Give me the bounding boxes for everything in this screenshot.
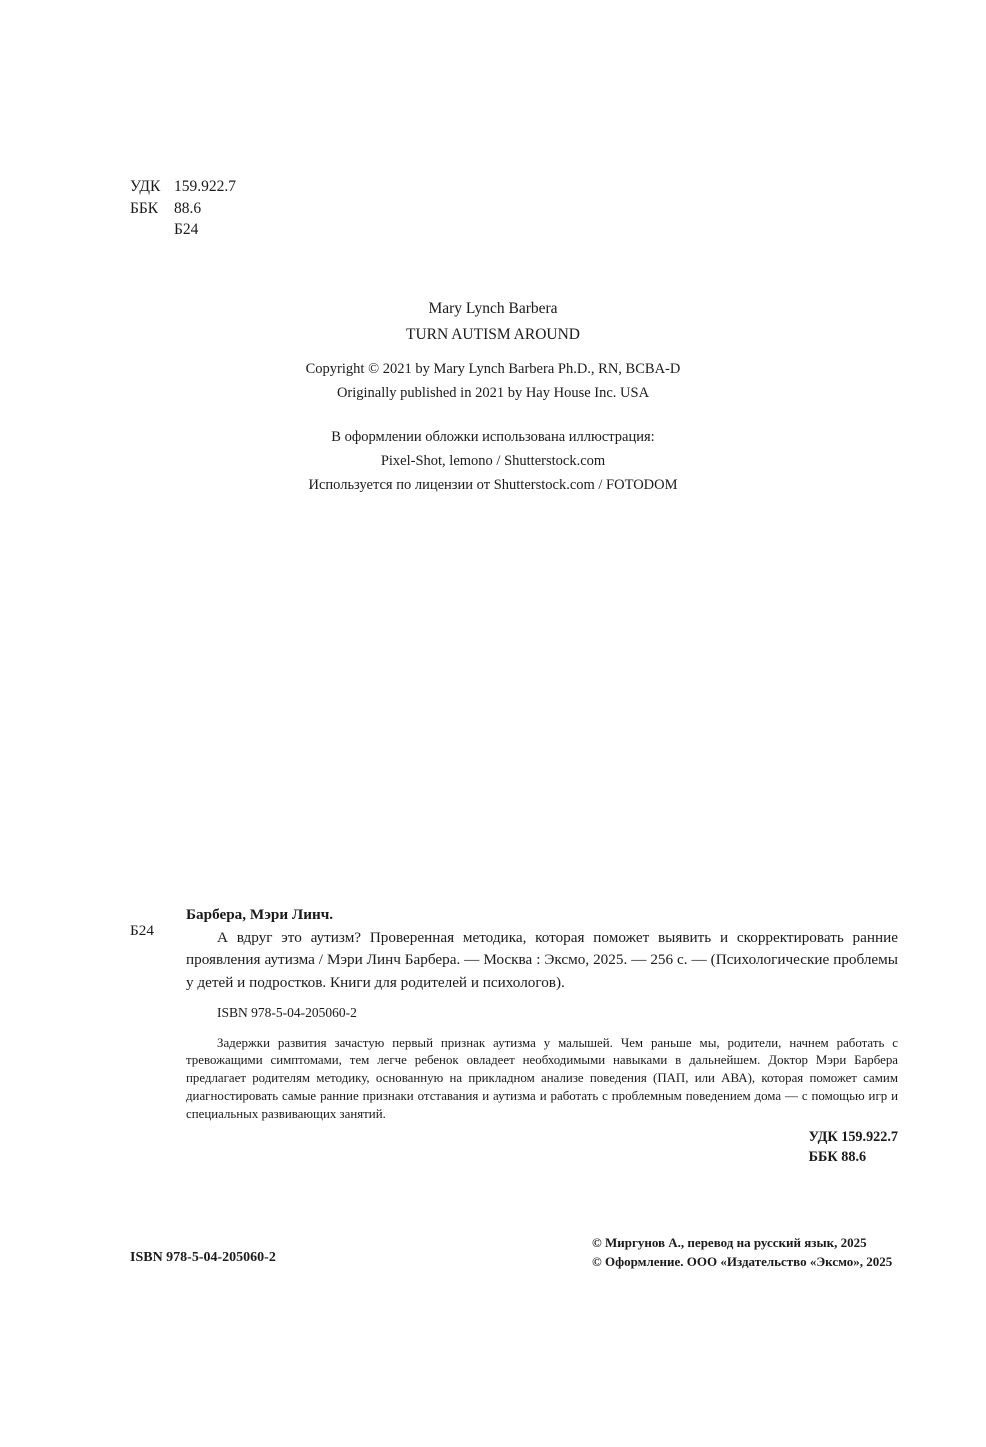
catalog-udk: УДК 159.922.7 xyxy=(808,1129,898,1146)
original-author: Mary Lynch Barbera xyxy=(428,300,558,317)
design-rights: © Оформление. ООО «Издательство «Эксмо», 2025 xyxy=(592,1253,893,1269)
footer-isbn: ISBN 978-5-04-205060-2 xyxy=(130,1250,276,1265)
author-mark-row xyxy=(130,219,236,241)
catalog-author-mark: Б24 xyxy=(130,922,154,939)
udk-row xyxy=(130,176,236,198)
cover-credit-line-1: В оформлении обложки использована иллюстрация: xyxy=(331,429,655,445)
cover-credits xyxy=(0,425,986,497)
original-edition xyxy=(0,296,986,348)
original-copyright xyxy=(0,357,986,405)
udk-label: УДК xyxy=(130,178,161,195)
catalog-description: А вдруг это аутизм? Проверенная методика, которая поможет выявить и скорректировать ранние проявления аутизма / Мэри Линч Барбера. — Москва : Эксмо, 2025. — 256 с. — (Психологические проблемы у детей и подростков. Книги для родителей и психологов). xyxy=(186,928,898,991)
catalog-author: Барбера, Мэри Линч. xyxy=(186,906,334,923)
catalog-indexes xyxy=(186,1127,898,1167)
author-mark-value: Б24 xyxy=(174,221,199,238)
bbk-value: 88.6 xyxy=(174,199,202,217)
catalog-card xyxy=(186,904,898,1167)
published-line: Originally published in 2021 by Hay House Inc. USA xyxy=(336,385,650,401)
copyright-line: Copyright © 2021 by Mary Lynch Barbera Ph.D., RN, BCBA-D xyxy=(305,361,681,377)
translation-rights: © Миргунов А., перевод на русский язык, 2025 xyxy=(592,1235,867,1250)
catalog-bbk: ББК 88.6 xyxy=(808,1149,867,1166)
author-mark-label xyxy=(130,219,174,241)
catalog-isbn: ISBN 978-5-04-205060-2 xyxy=(217,1005,357,1020)
bbk-row xyxy=(130,198,236,220)
cover-credit-line-3: Используется по лицензии от Shutterstock.com / FOTODOM xyxy=(308,477,678,493)
bbk-label: ББК xyxy=(130,199,159,217)
cover-credit-line-2: Pixel-Shot, lemono / Shutterstock.com xyxy=(380,453,606,469)
original-title: TURN AUTISM AROUND xyxy=(406,326,580,343)
footer-rights xyxy=(592,1234,892,1271)
udk-value: 159.922.7 xyxy=(174,178,236,195)
catalog-annotation: Задержки развития зачастую первый признак аутизма у малышей. Чем раньше мы, родители, начнем работать с тревожащими симптомами, тем легче ребенок овладеет необходимыми навыками в дальнейшем. Доктор Мэри Барбера предлагает родителям методику, основанную на прикладном анализе поведения (ПАП, или АВА), которая поможет самим диагностировать самые ранние признаки отставания и аутизма и работать с проблемным поведением дома — с помощью игр и специальных развивающих занятий. xyxy=(186,1035,898,1121)
classification-block xyxy=(130,176,236,241)
